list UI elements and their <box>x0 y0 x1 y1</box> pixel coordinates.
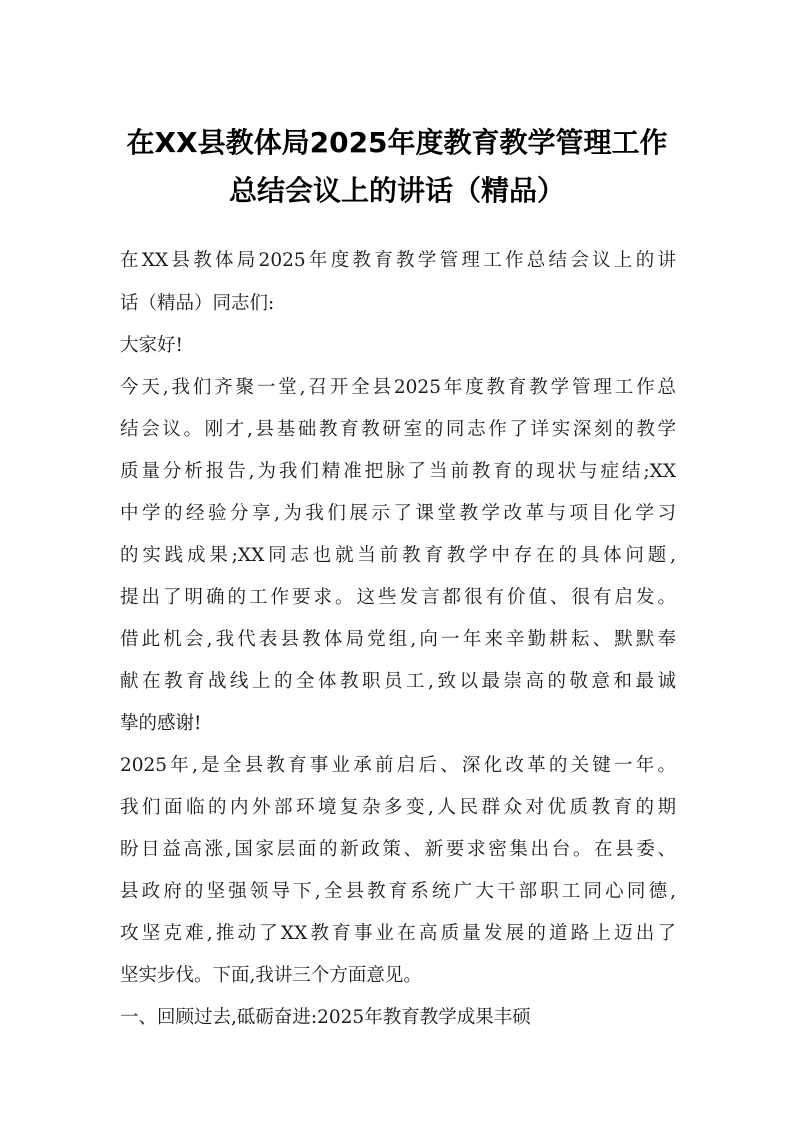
section-heading: 一、回顾过去,砥砺奋进:2025年教育教学成果丰硕 <box>120 1007 531 1028</box>
body-text-line: 在XX县教体局2025年度教育教学管理工作总结会议上的讲 <box>120 250 676 271</box>
body-text-line: 献在教育战线上的全体教职员工,致以最崇高的敬意和最诚 <box>120 671 676 692</box>
body-text-line: 质量分析报告,为我们精准把脉了当前教育的现状与症结;XX <box>120 461 676 482</box>
body-text-line: 县政府的坚强领导下,全县教育系统广大干部职工同心同德, <box>120 881 676 902</box>
body-text-line: 中学的经验分享,为我们展示了课堂教学改革与项目化学习 <box>120 503 676 524</box>
document-title-line-2: 总结会议上的讲话（精品） <box>228 174 565 207</box>
body-text-line: 提出了明确的工作要求。这些发言都很有价值、很有启发。 <box>120 587 676 608</box>
body-text-line: 2025年,是全县教育事业承前启后、深化改革的关键一年。 <box>120 755 676 776</box>
body-text-line: 盼日益高涨,国家层面的新政策、新要求密集出台。在县委、 <box>120 839 676 860</box>
body-text-line: 今天,我们齐聚一堂,召开全县2025年度教育教学管理工作总 <box>120 377 676 398</box>
body-text-line: 借此机会,我代表县教体局党组,向一年来辛勤耕耘、默默奉 <box>120 629 676 650</box>
body-text-line: 结会议。刚才,县基础教育教研室的同志作了详实深刻的教学 <box>120 419 676 440</box>
body-text-line: 攻坚克难,推动了XX教育事业在高质量发展的道路上迈出了 <box>120 923 676 944</box>
body-text-line: 话（精品）同志们: <box>120 293 275 314</box>
body-text-line: 我们面临的内外部环境复杂多变,人民群众对优质教育的期 <box>120 797 676 818</box>
body-text-line: 大家好! <box>120 335 183 356</box>
body-text-line: 挚的感谢! <box>120 713 202 734</box>
body-text-line: 坚实步伐。下面,我讲三个方面意见。 <box>120 965 422 986</box>
body-text-line: 的实践成果;XX同志也就当前教育教学中存在的具体问题, <box>120 545 676 566</box>
document-title-line-1: 在XX县教体局2025年度教育教学管理工作 <box>126 126 668 159</box>
